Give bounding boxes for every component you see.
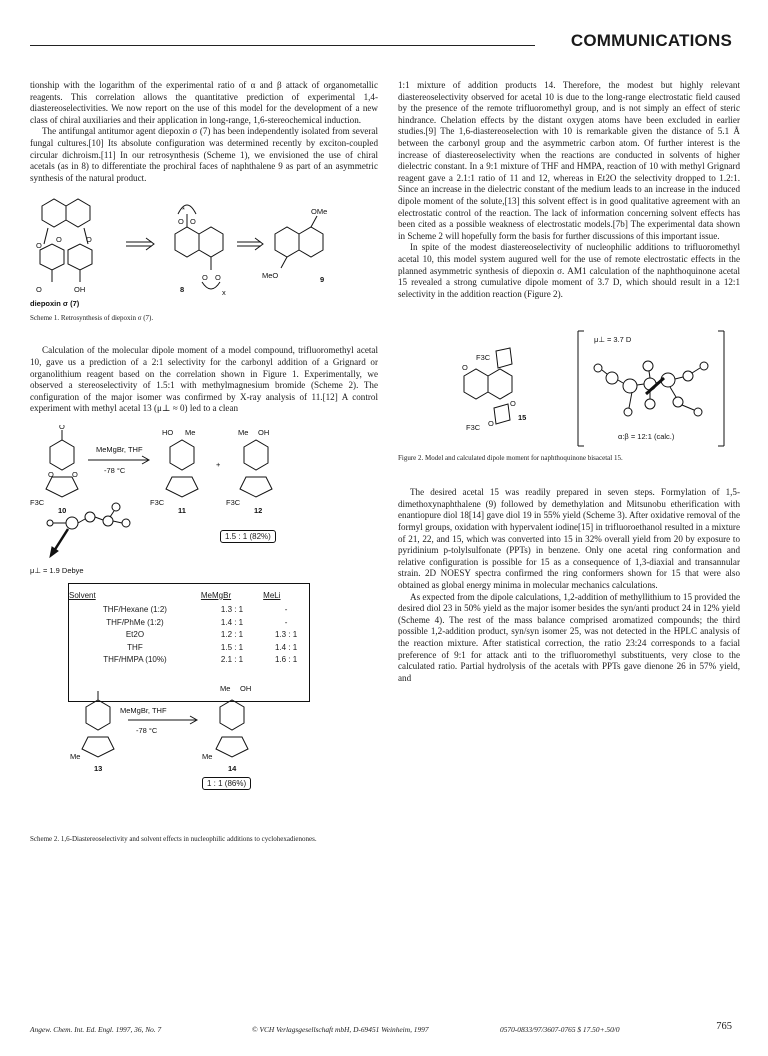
footer-publisher: © VCH Verlagsgesellschaft mbH, D-69451 Weinheim, 1997 [252, 1025, 429, 1034]
right-column [398, 80, 740, 684]
s2-plus: + [216, 459, 221, 469]
scheme1-oh: OH [74, 285, 86, 295]
scheme1-meo: MeO [262, 271, 279, 281]
compound-15-label: 15 [518, 413, 527, 423]
s2-me-14b: Me [202, 751, 213, 761]
table-header-solvent: Solvent [69, 590, 96, 600]
fig2-f3c-top: F3C [476, 353, 491, 363]
compound-10-label: 10 [58, 505, 67, 515]
footer-code: 0570-0833/97/3607-0765 $ 17.50+.50/0 [500, 1025, 620, 1034]
left-column [30, 80, 378, 844]
scheme1-o-7: O [202, 273, 208, 283]
scheme1-o-1: O [36, 241, 42, 251]
scheme-1-caption: Scheme 1. Retrosynthesis of diepoxin σ (7). [30, 314, 154, 323]
scheme1-o-5: O [178, 217, 184, 227]
scheme1-ome: OMe [311, 207, 328, 217]
left-paragraph-2: The antifungal antitumor agent diepoxin σ (7) has been independently isolated from several fungal cultures.[10] Its absolute configuration was determined recently by exciton-coupled circular dichroism.[11] In our retrosynthesis (Scheme 1), we envisioned the use of chiral acetals (as in 8) to differentiate the prochiral faces of naphthalene 9 as part of an asymmetric synthesis of the natural product. [30, 126, 378, 183]
ratio-1: 1.5 : 1 (82%) [220, 530, 276, 543]
right-paragraph-3: The desired acetal 15 was readily prepared in seven steps. Formylation of 1,5-dimethoxynaphthalene (9) followed by demethylation and Mitsunobu etherification with enantiopure diol 18[14] gave diol 19 in 55% yield (Scheme 3). After oxidative removal of the formyl groups, oxidation with hypervalent iodine[15] in trifluoroethanol resulted in a mixture of 21, 22, and 15, which was converted into 15 in 32% overall yield from 20 by exposure to pyridinium p-tolylsulfonate (PPTs) in benzene. Only one acetal ring conformation and relative configuration is possible for 15 as a consequence of 1,3-diaxial and transannular strain. 2D NOESY spectra confirmed the ring conformers shown for 15 that were also obtained as global energy minima in molecular mechanics calculations. [398, 487, 740, 591]
left-paragraph-1: tionship with the logarithm of the experimental ratio of α and β attack of organometallic reagents. This correlation allows the quantitative prediction of experimental 1,4-diastereoselectivities. We now report on the use of this model for the development of a new class of chiral auxiliaries and their application in long-range, 1,6-stereochemical induction. [30, 80, 378, 125]
figure-2 [398, 326, 740, 454]
ratio-box-1 [220, 530, 276, 543]
ratio-box-2 [202, 777, 251, 790]
table-cell: THF/HMPA (10%) [103, 655, 167, 665]
scheme-2-caption: Scheme 2. 1,6-Diastereoselectivity and solvent effects in nucleophilic additions to cyclohexadienones. [30, 834, 317, 843]
table-cell: 2.1 : 1 [220, 655, 244, 665]
compound-8-label: 8 [180, 285, 185, 295]
s2-me-14: Me [220, 683, 231, 693]
s2-temp-1: -78 °C [104, 465, 126, 475]
s2-me-12: Me [238, 427, 249, 437]
header-rule [30, 45, 535, 46]
table-row [69, 641, 309, 654]
compound-13-label: 13 [94, 763, 103, 773]
right-paragraph-2: In spite of the modest diastereoselectivity of nucleophilic additions to trifluoromethyl acetal 10, this model system augured well for the use of remote electrostatic effects in the planned asymmetric synthesis of diepoxin σ. AM1 calculation of the naphthoquinone acetal 15 revealed a strong cumulative dipole moment of 3.7 D, which should result in a 12:1 selectivity in the addition reaction (Figure 2). [398, 242, 740, 299]
fig2-o-1: O [488, 419, 494, 429]
right-paragraph-1: 1:1 mixture of addition products 14. Therefore, the modest but highly relevant diastereoselectivity observed for acetal 10 is due to the long-range electrostatic field caused by the presence of the remote trifluoromethyl group, and is not simply an effect of steric hindrance. Chelation effects by the distant oxygen atoms have been excluded in earlier studies.[9] The 1,6-diastereoselection with 10 is remarkable given the distance of 5.1 Å between the carbonyl group and the asymmetric carbon atom. Of further interest is the increase of diastereoselectivity when the reactions are conducted in solvents of higher dielectric constant. In a 9:1 mixture of THF and HMPA, reaction of 10 with methyl Grignard reagent gave a 2.1:1 ratio of 11 and 12, whereas in Et2O the selectivity dropped to 1.2:1. Since an increase in the dielectric constant of the medium leads to an increase in the induced dipole moment of the solute,[13] this solvent effect is in good qualitative agreement with an electrostatic control of the reaction. The lack of information concerning solvent effects has been cited as a possible weakness of electrostatic models.[7b] The experimental data shown in Scheme 2 will hopefully form the basis for further discussions of this important issue. [398, 80, 740, 241]
table-cell: 1.5 : 1 [220, 642, 244, 652]
s2-f3c-10: F3C [30, 497, 45, 507]
s2-oh-12: OH [258, 427, 270, 437]
s2-o-10a: O [48, 469, 54, 479]
scheme1-o-3: O [86, 235, 92, 245]
table-cell: THF [127, 642, 143, 652]
table-cell: 1.4 : 1 [274, 642, 298, 652]
s2-me-13: Me [70, 751, 81, 761]
fig2-o-3: O [462, 363, 468, 373]
scheme1-o-6: O [190, 217, 196, 227]
scheme-1-drawing [30, 192, 378, 314]
table-cell: 1.6 : 1 [274, 655, 298, 665]
fig2-dipole: μ⊥ = 3.7 D [594, 335, 632, 345]
table-cell: - [284, 617, 288, 627]
compound-14-label: 14 [228, 763, 237, 773]
s2-dipole: μ⊥ = 1.9 Debye [30, 565, 84, 575]
table-cell: 1.2 : 1 [220, 630, 244, 640]
table-cell: THF/Hexane (1:2) [102, 605, 167, 614]
s2-o-10b: O [72, 469, 78, 479]
s2-f3c-11: F3C [150, 497, 165, 507]
fig2-o-2: O [510, 399, 516, 409]
table-header-meli: MeLi [263, 590, 281, 600]
s2-me-11: Me [185, 427, 196, 437]
scheme1-o-2: O [56, 235, 62, 245]
table-cell: THF/PhMe (1:2) [106, 617, 164, 627]
s2-reagent-2: MeMgBr, THF [120, 705, 167, 715]
s2-f3c-12: F3C [226, 497, 241, 507]
section-title: COMMUNICATIONS [570, 31, 732, 50]
scheme-1 [30, 192, 378, 314]
s2-temp-2: -78 °C [136, 725, 158, 735]
fig2-f3c-bottom: F3C [466, 423, 481, 433]
ratio-2: 1 : 1 (86%) [202, 777, 251, 790]
s2-ho-11: HO [162, 427, 174, 437]
s2-o-top-10: O [59, 424, 65, 431]
solvent-table-grid [69, 590, 309, 667]
table-row [69, 629, 309, 642]
scheme1-x: x [222, 288, 226, 298]
table-header-memgbr: MeMgBr [200, 590, 232, 600]
compound-7-label: diepoxin σ (7) [30, 299, 80, 309]
right-paragraph-4: As expected from the dipole calculations, 1,2-addition of methyllithium to 15 provided the desired diol 23 in 50% yield as the major isomer besides the syn/anti product 24 in 12% yield (Scheme 4). The rest of the mass balance comprised aromatized compounds; the third possible 1,2-addition product, syn/syn isomer 25, was not detected in the HPLC analysis of the reaction mixture. After statistical correction, the ratio 23:24 corresponds to a facial preference of 9:1 for attack anti to the trifluoromethyl substituents, very close to the calculated ratio. Partial hydrolysis of the acetals with PPTs gave dienone 26 in 57% yield, and [398, 591, 740, 683]
table-cell: 1.3 : 1 [274, 630, 298, 640]
page-number: 765 [716, 1021, 732, 1032]
scheme-2 [30, 425, 378, 835]
table-row [69, 604, 309, 617]
table-cell: 1.3 : 1 [220, 605, 244, 614]
s2-reagent-1: MeMgBr, THF [96, 444, 143, 454]
footer-journal: Angew. Chem. Int. Ed. Engl. 1997, 36, No. 7 [30, 1025, 162, 1034]
table-cell: - [284, 605, 288, 614]
table-row [69, 616, 309, 629]
scheme1-o-4: O [36, 285, 42, 295]
table-cell: Et2O [125, 630, 145, 640]
compound-11-label: 11 [178, 505, 186, 515]
compound-9-label: 9 [320, 275, 325, 285]
scheme1-star: * [182, 205, 185, 215]
figure-2-drawing [398, 326, 740, 454]
table-cell: 1.4 : 1 [220, 617, 244, 627]
scheme1-o-8: O [215, 273, 221, 283]
table-row [69, 654, 309, 667]
fig2-ratio: α:β = 12:1 (calc.) [618, 432, 675, 442]
left-paragraph-3: Calculation of the molecular dipole moment of a model compound, trifluoromethyl acetal 10, gave us a prediction of a 2:1 selectivity for the carbonyl addition of a Grignard or organolithium reagent based on the correlation shown in Figure 1. Experimentally, we observed a stereoselectivity of 1.5:1 with methylmagnesium bromide (Scheme 2). The configuration of the major isomer was confirmed by X-ray analysis of 11.[12] A control experiment with methyl acetal 13 (μ⊥ ≈ 0) led to a clean [30, 345, 378, 414]
compound-12-label: 12 [254, 505, 263, 515]
s2-oh-14: OH [240, 683, 252, 693]
solvent-table [68, 583, 310, 702]
figure-2-caption: Figure 2. Model and calculated dipole moment for naphthoquinone bisacetal 15. [398, 454, 623, 463]
